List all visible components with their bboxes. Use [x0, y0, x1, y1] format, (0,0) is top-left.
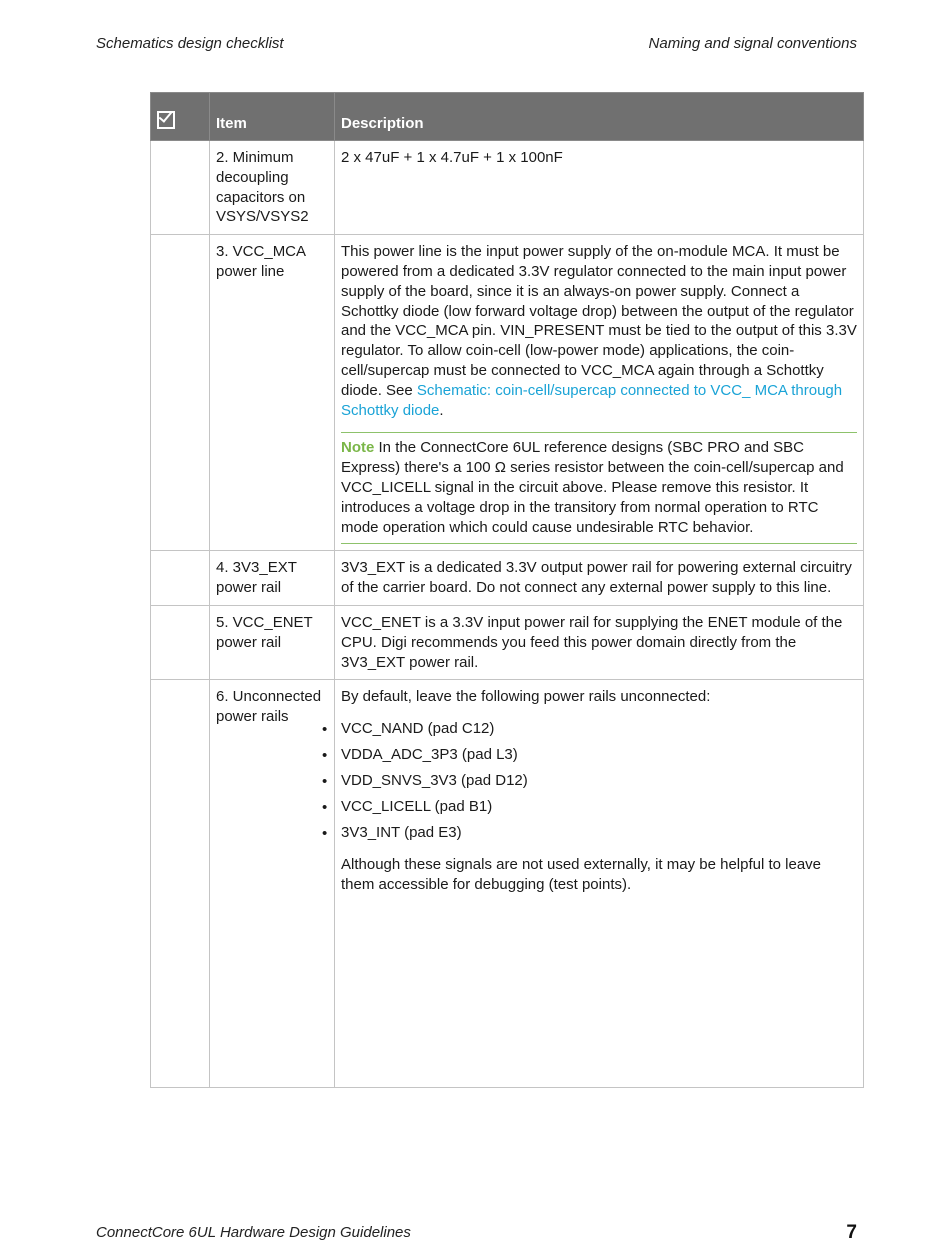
- list-item: • 3V3_INT (pad E3): [341, 823, 857, 843]
- check-cell: [151, 551, 210, 606]
- list-item: • VCC_NAND (pad C12): [341, 719, 857, 739]
- outro-text: Although these signals are not used externally, it may be helpful to leave them accessible for debugging (test points).: [341, 855, 822, 893]
- check-cell: [151, 680, 210, 1088]
- table-row: [151, 680, 864, 1088]
- running-header-left: Schematics design checklist: [96, 35, 284, 52]
- item-cell: 3. VCC_MCA power line: [210, 235, 335, 551]
- check-column-header: [151, 93, 210, 141]
- note-text: In the ConnectCore 6UL reference designs (SBC PRO and SBC Express) there's a 100 Ω series resistor between the coin-cell/supercap and VCC_LICELL signal in the circuit above. Please remove this resistor. It introduces a voltage drop in the transitory from normal operation to RTC mode operation which could cause undesirable RTC behavior.: [341, 439, 844, 536]
- power-rail-list: [341, 719, 857, 843]
- description-cell: 3V3_EXT is a dedicated 3.3V output power rail for powering external circuitry of the carrier board. Do not connect any external power supply to this line.: [335, 551, 864, 606]
- description-text-end: .: [439, 401, 444, 419]
- item-cell: 4. 3V3_EXT power rail: [210, 551, 335, 606]
- item-cell: 5. VCC_ENET power rail: [210, 605, 335, 679]
- note-box: [341, 432, 857, 544]
- intro-text: By default, leave the following power rails unconnected:: [341, 688, 711, 706]
- description-cell: VCC_ENET is a 3.3V input power rail for supplying the ENET module of the CPU. Digi recommends you feed this power domain directly from the 3V3_EXT power rail.: [335, 605, 864, 679]
- description-column-header: Description: [335, 93, 864, 141]
- table-row: [151, 605, 864, 679]
- list-item: • VCC_LICELL (pad B1): [341, 797, 857, 817]
- item-column-header: Item: [210, 93, 335, 141]
- description-paragraph: [341, 242, 857, 420]
- table-row: [151, 141, 864, 235]
- running-footer-title: ConnectCore 6UL Hardware Design Guidelines: [96, 1224, 411, 1241]
- description-cell: 2 x 47uF + 1 x 4.7uF + 1 x 100nF: [335, 141, 864, 235]
- checkbox-checked-icon: [157, 111, 175, 129]
- item-cell: 6. Unconnected power rails: [210, 680, 335, 1088]
- item-cell: 2. Minimum decoupling capacitors on VSYS/VSYS2: [210, 141, 335, 235]
- check-cell: [151, 605, 210, 679]
- table-row: [151, 235, 864, 551]
- check-cell: [151, 235, 210, 551]
- checklist-table: [150, 92, 864, 1088]
- running-header-right: Naming and signal conventions: [648, 35, 857, 52]
- description-cell: [335, 680, 864, 1088]
- schematic-link[interactable]: Schematic: coin-cell/supercap connected to VCC_ MCA through Schottky diode: [341, 381, 843, 419]
- description-text: This power line is the input power supply of the on-module MCA. It must be powered from a dedicated 3.3V regulator connected to the main input power supply of the board, since it is an always-on power supply. Connect a Schottky diode (low forward voltage drop) between the output of the regulator and the VCC_MCA pin. VIN_PRESENT must be tied to the output of this 3.3V regulator. To allow coin-cell (low-power mode) applications, the coin-cell/supercap must be connected to VCC_MCA again through a Schottky diode. See: [341, 243, 857, 399]
- list-item: • VDD_SNVS_3V3 (pad D12): [341, 771, 857, 791]
- description-cell: [335, 235, 864, 551]
- list-item: • VDDA_ADC_3P3 (pad L3): [341, 745, 857, 765]
- table-row: [151, 551, 864, 606]
- page-number: 7: [846, 1222, 857, 1243]
- table-header-row: [151, 93, 864, 141]
- check-cell: [151, 141, 210, 235]
- note-label: Note: [341, 439, 375, 457]
